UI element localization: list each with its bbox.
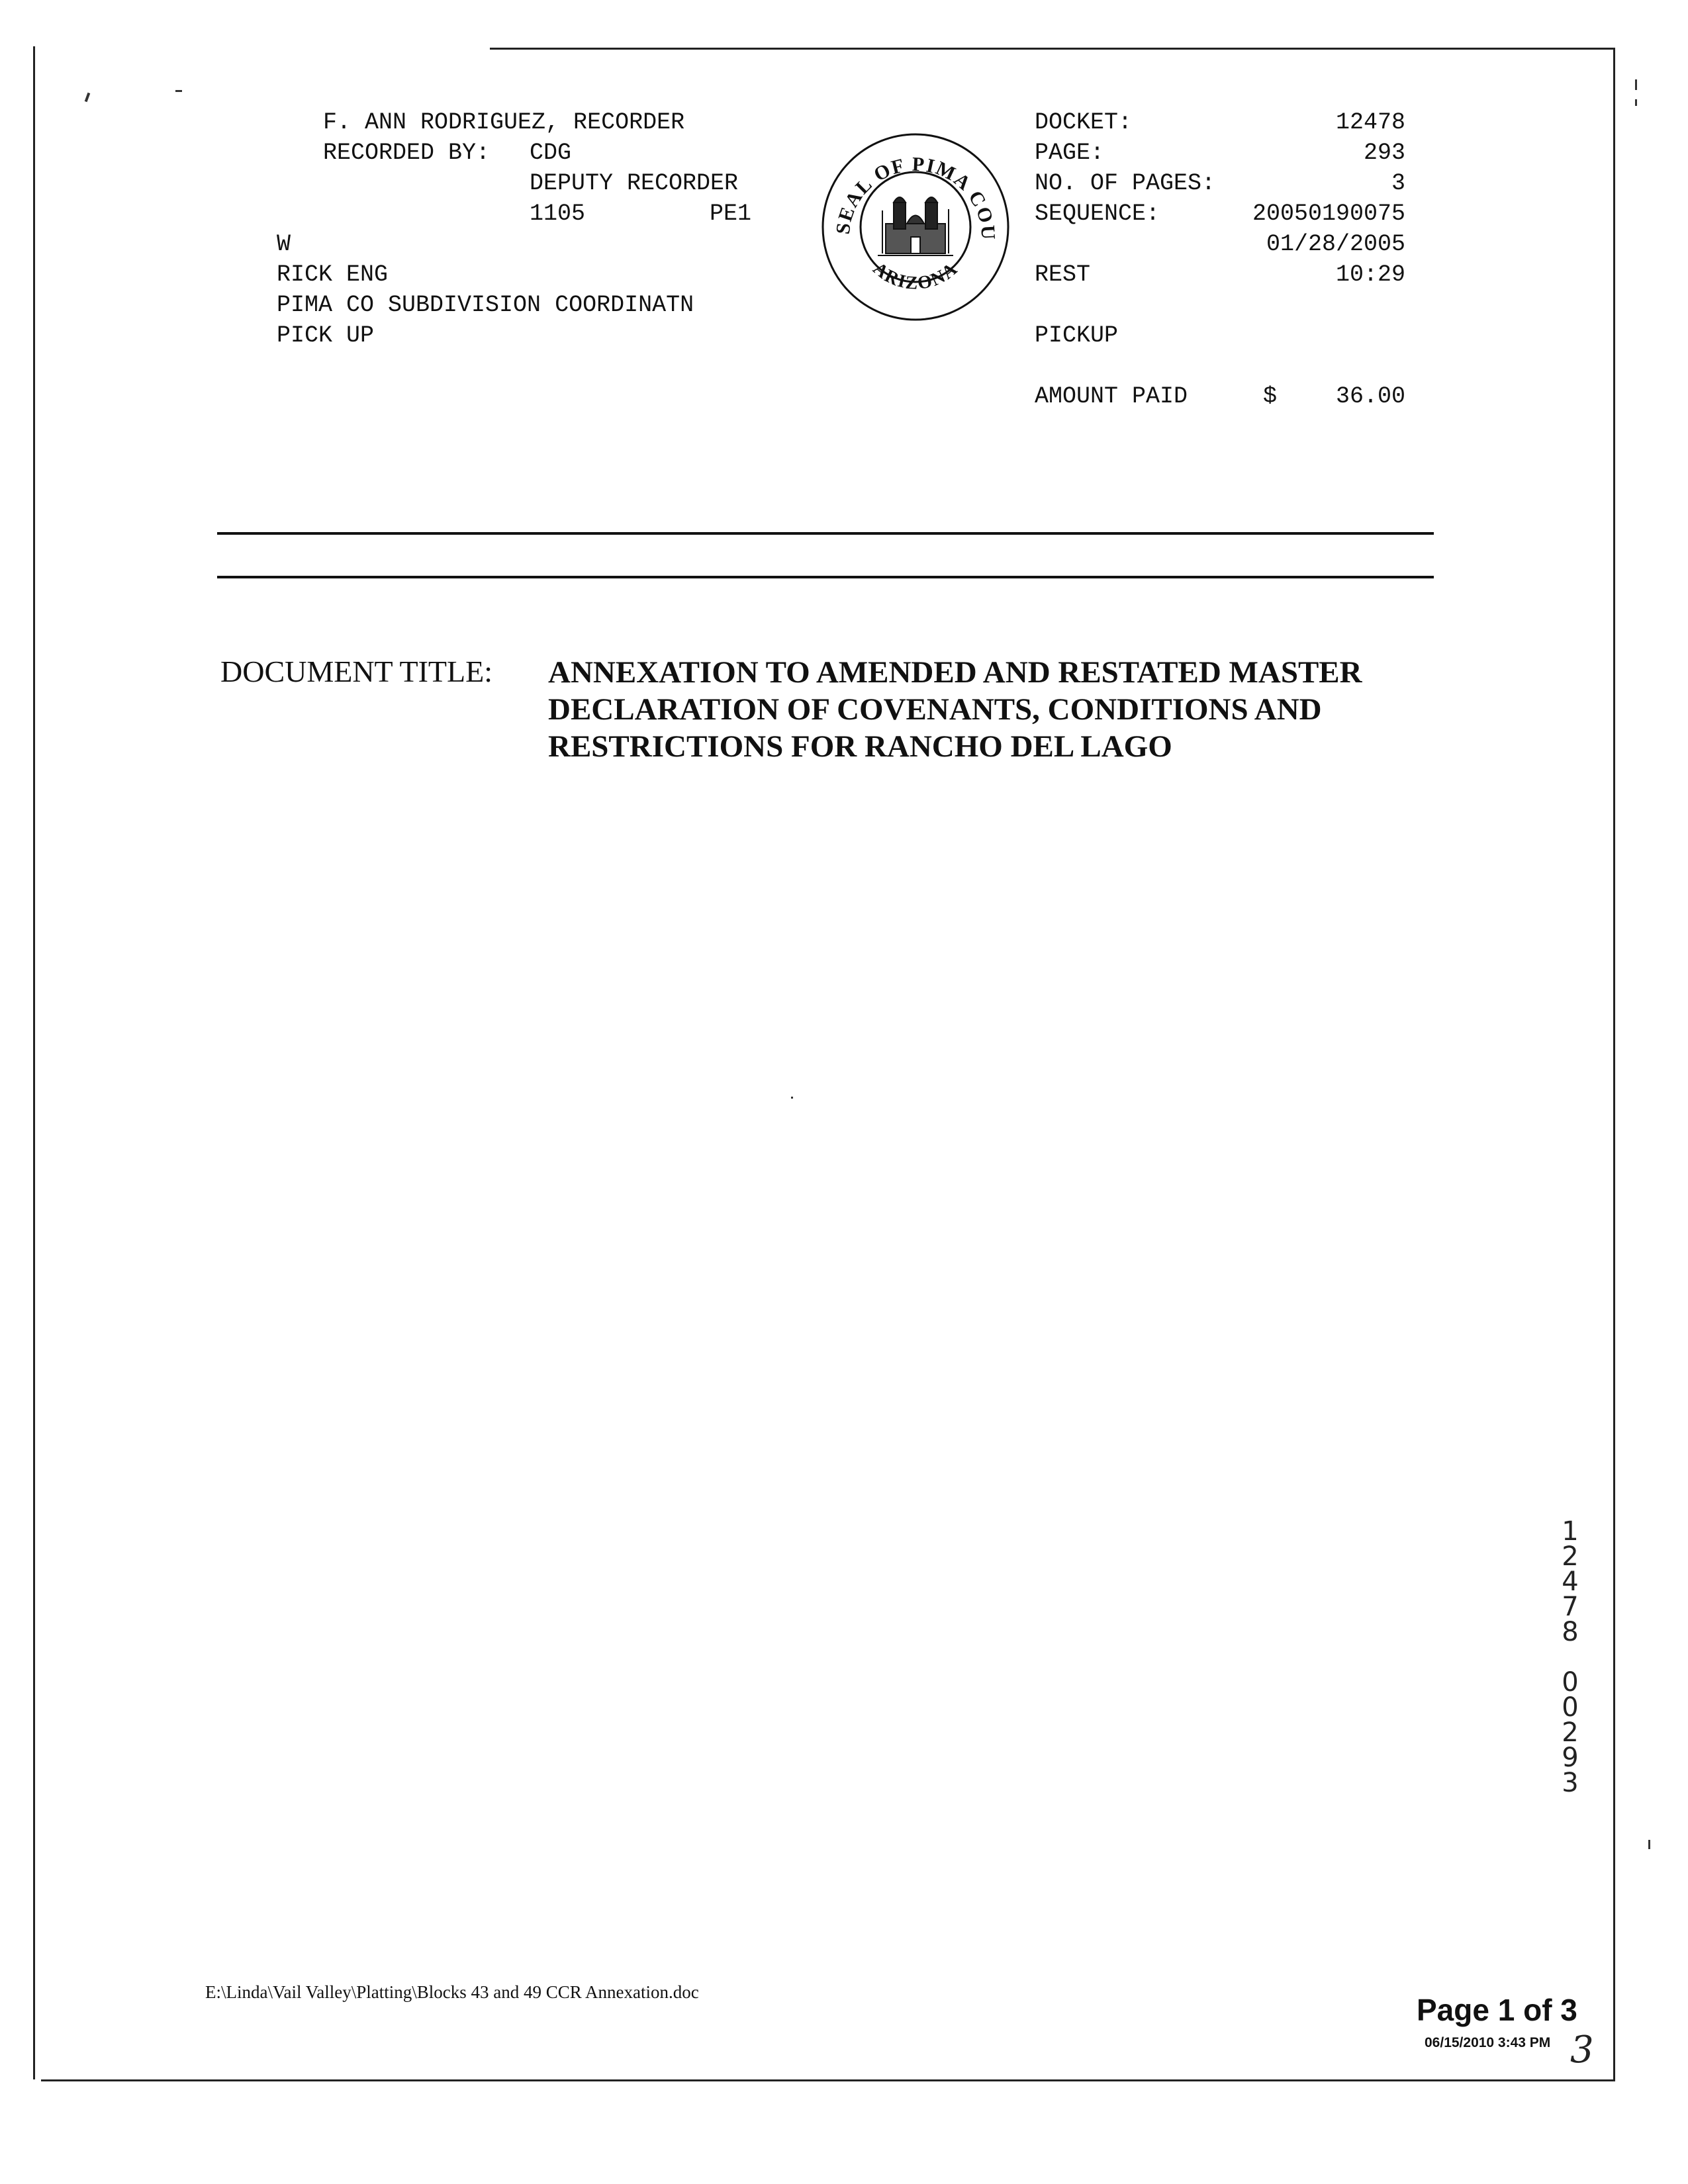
- pickup-label: PICKUP: [1035, 322, 1119, 349]
- document-title-line: ANNEXATION TO AMENDED AND RESTATED MASTER: [548, 655, 1362, 690]
- stamp-digit: 7: [1562, 1592, 1579, 1622]
- scan-speck: [1648, 1840, 1650, 1849]
- document-title-label: DOCUMENT TITLE:: [220, 655, 492, 688]
- vertical-docket-stamp: [1557, 1516, 1583, 1798]
- stamp-digit: 2: [1562, 1541, 1579, 1572]
- stamp-digit: 3: [1562, 1768, 1579, 1798]
- scan-speck: [1635, 99, 1637, 106]
- sequence-label: SEQUENCE:: [1035, 201, 1160, 227]
- svg-text:ARIZONA: [869, 258, 962, 294]
- addressee-line: PIMA CO SUBDIVISION COORDINATN: [277, 292, 694, 318]
- docket-label: DOCKET:: [1035, 109, 1133, 136]
- stamp-digit: [1557, 1645, 1583, 1670]
- sequence-value: 20050190075: [1252, 201, 1405, 227]
- document-title-line: RESTRICTIONS FOR RANCHO DEL LAGO: [548, 729, 1172, 764]
- amount-label: AMOUNT PAID: [1035, 383, 1188, 410]
- rest-label: REST: [1035, 261, 1091, 288]
- handwritten-mark: 3: [1570, 2028, 1594, 2071]
- amount-row: [1035, 381, 1405, 533]
- addressee-line: W: [277, 231, 291, 257]
- stamp-digit: 2: [1562, 1717, 1579, 1748]
- seal-top-text: SEAL OF PIMA COU: [831, 153, 1000, 242]
- deputy-recorder: DEPUTY RECORDER: [530, 170, 739, 197]
- page-of-count: Page 1 of 3: [1417, 1993, 1577, 2027]
- scan-speck: [175, 90, 182, 92]
- addressee-line: PICK UP: [277, 322, 375, 349]
- seal-icon: [820, 131, 1011, 323]
- stamp-digit: 9: [1562, 1743, 1579, 1773]
- divider-rule: [217, 532, 1434, 535]
- scan-border-top: [490, 48, 1615, 50]
- recorded-by-value: CDG: [530, 140, 572, 166]
- scan-speck: [791, 1097, 793, 1099]
- addressee-line: RICK ENG: [277, 261, 389, 288]
- amount-value: 36.00: [1335, 383, 1405, 410]
- recording-time: 10:29: [1335, 261, 1405, 288]
- stamp-digit: 0: [1562, 1692, 1579, 1723]
- stamp-digit: 1: [1562, 1516, 1579, 1547]
- scan-border-left: [33, 46, 35, 2079]
- docket-value: 12478: [1335, 109, 1405, 136]
- pages-value: 3: [1391, 170, 1405, 197]
- recorded-by-label: RECORDED BY:: [323, 140, 491, 166]
- scan-speck: [85, 93, 91, 103]
- print-date: 06/15/2010 3:43 PM: [1425, 2035, 1551, 2050]
- amount-currency: $: [1263, 383, 1278, 410]
- document-title: [548, 654, 1475, 765]
- pima-county-seal: [820, 131, 1011, 323]
- scan-border-right: [1613, 48, 1615, 2079]
- scan-speck: [1635, 79, 1637, 90]
- pages-label: NO. OF PAGES:: [1035, 170, 1216, 197]
- divider-rule: [217, 576, 1434, 578]
- scan-border-bottom: [41, 2079, 1615, 2081]
- recording-date: 01/28/2005: [1266, 231, 1405, 257]
- seal-bottom-text: ARIZONA: [868, 258, 962, 294]
- stamp-digit: 4: [1562, 1567, 1579, 1597]
- stamp-digit: 8: [1562, 1617, 1579, 1647]
- page-label: PAGE:: [1035, 140, 1105, 166]
- stamp-digit: 0: [1562, 1667, 1579, 1698]
- page-value: 293: [1363, 140, 1405, 166]
- recorder-code-right: PE1: [710, 201, 752, 227]
- document-title-line: DECLARATION OF COVENANTS, CONDITIONS AND: [548, 692, 1322, 727]
- recorder-name: F. ANN RODRIGUEZ, RECORDER: [323, 109, 685, 136]
- file-path: E:\Linda\Vail Valley\Platting\Blocks 43 and 49 CCR Annexation.doc: [205, 1982, 699, 2002]
- recorder-code-left: 1105: [530, 201, 586, 227]
